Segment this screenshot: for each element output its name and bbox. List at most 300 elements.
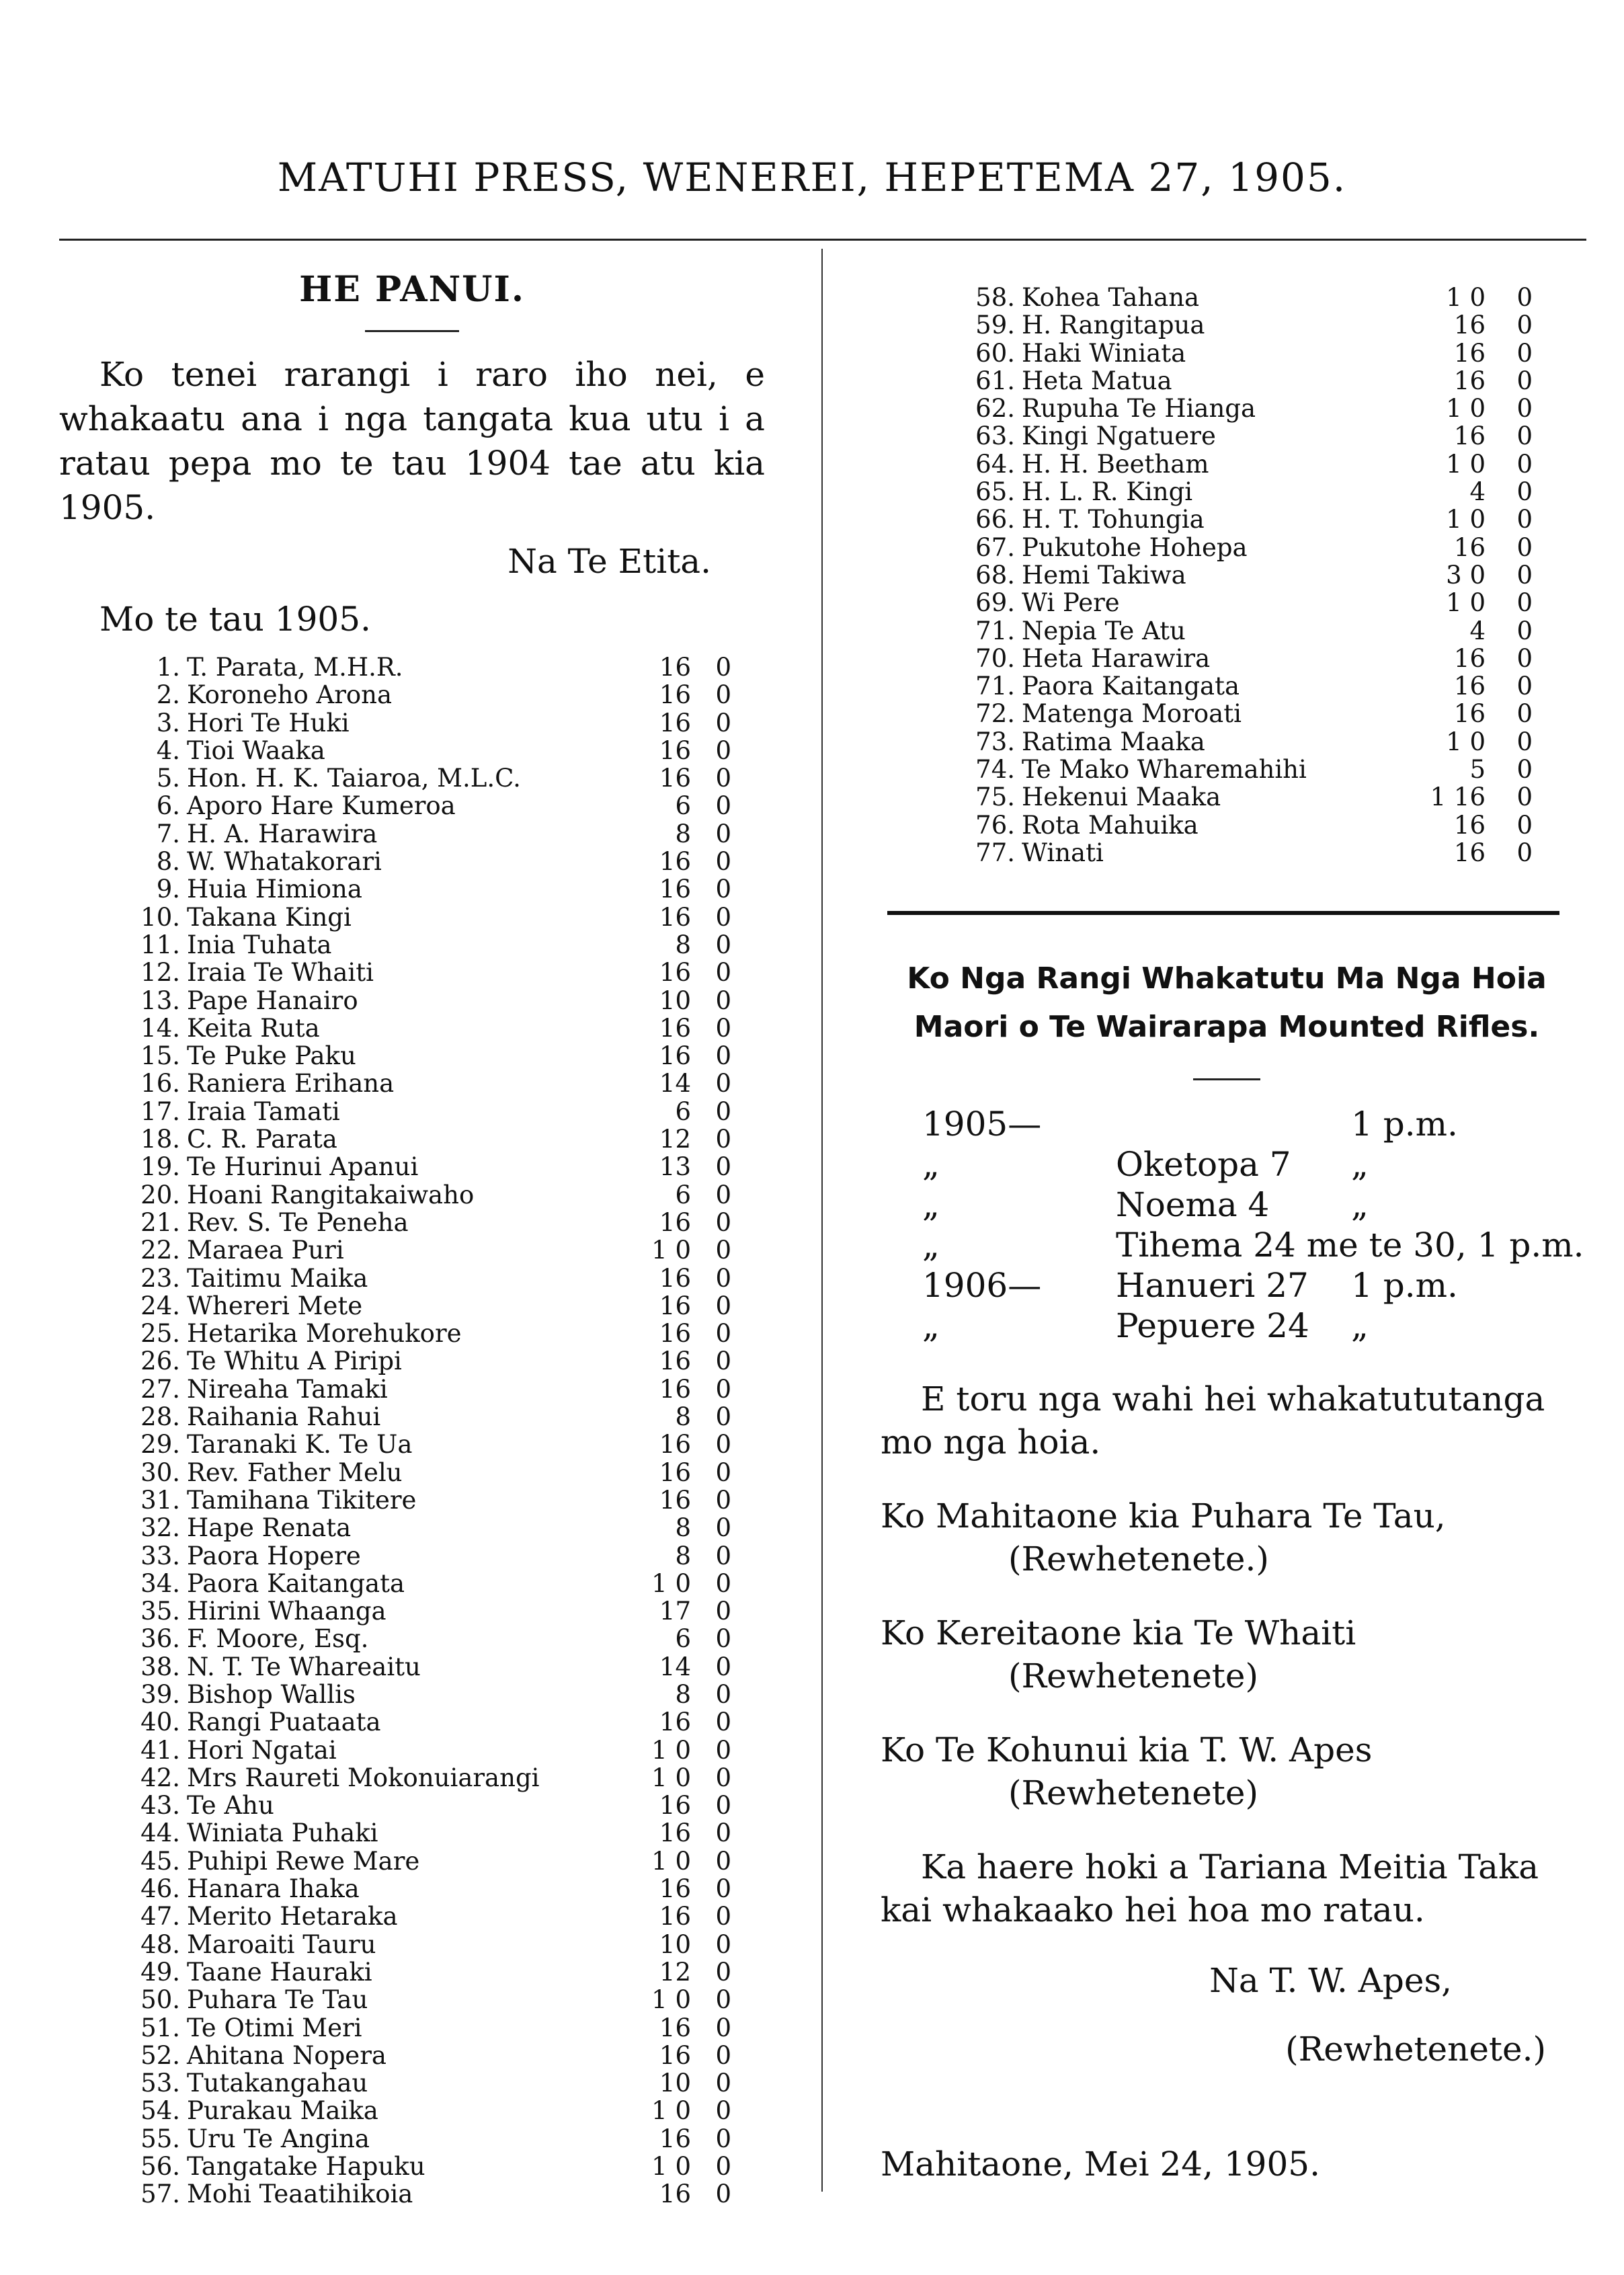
subscriber-row: [59, 2042, 765, 2069]
subscriber-pence: 0: [1516, 283, 1533, 312]
subscriber-pence: 0: [715, 1708, 731, 1737]
subscriber-shillings: 14: [659, 1069, 691, 1099]
subscriber-pence: 0: [715, 1763, 731, 1792]
subscriber-row: [874, 728, 1566, 756]
subscriber-row: [59, 987, 765, 1014]
subscriber-name: H. L. R. Kingi: [1022, 477, 1193, 507]
subscriber-number: 8.: [156, 847, 180, 877]
subscriber-number: 73.: [975, 727, 1015, 756]
subscriber-name: Maroaiti Tauru: [187, 1929, 376, 1959]
subscriber-row: [59, 904, 765, 931]
subscriber-shillings: 14: [659, 1652, 691, 1681]
subscriber-number: 24.: [140, 1291, 180, 1320]
subscriber-shillings: 16: [659, 653, 691, 682]
subscriber-name: Te Hurinui Apanui: [187, 1152, 419, 1182]
schedule-row: [881, 1226, 1584, 1266]
schedule-cell: 1 p.m.: [1351, 1105, 1458, 1144]
subscriber-shillings: 16: [1453, 311, 1486, 340]
schedule-cell: „: [1351, 1306, 1369, 1345]
subscriber-row: [59, 1070, 765, 1097]
title-rule: [365, 330, 459, 332]
subscriber-pence: 0: [1516, 505, 1533, 534]
subscriber-name: Maraea Puri: [187, 1236, 344, 1265]
subscriber-row: [874, 589, 1566, 616]
subscriber-name: Iraia Te Whaiti: [187, 958, 374, 988]
subscriber-name: Nireaha Tamaki: [187, 1374, 388, 1404]
subscriber-shillings: 16: [1453, 838, 1486, 867]
subscriber-number: 38.: [140, 1652, 180, 1681]
subscriber-row: [874, 340, 1566, 367]
subscriber-row: [59, 2069, 765, 2097]
subscriber-shillings: 16: [659, 680, 691, 710]
subscriber-row: [59, 1597, 765, 1625]
subscriber-row: [59, 1431, 765, 1458]
subscriber-pence: 0: [715, 1180, 731, 1209]
subscriber-number: 67.: [975, 532, 1015, 562]
subscriber-name: Hoani Rangitakaiwaho: [187, 1180, 475, 1209]
subscriber-name: Hape Renata: [187, 1513, 352, 1543]
subscriber-name: Whereri Mete: [187, 1291, 363, 1320]
schedule-cell: „: [922, 1145, 940, 1184]
meetings-signature: Na T. W. Apes,: [1209, 1961, 1452, 2000]
subscriber-shillings: 16: [659, 1291, 691, 1320]
subscriber-row: [874, 395, 1566, 422]
subscriber-row: [874, 478, 1566, 506]
subscriber-shillings: 16: [659, 2040, 691, 2070]
subscriber-name: Te Puke Paku: [187, 1041, 356, 1071]
meetings-section: [881, 955, 1584, 2069]
subscriber-number: 52.: [140, 2040, 180, 2070]
subscriber-pence: 0: [715, 2013, 731, 2042]
subscriber-number: 22.: [140, 1236, 180, 1265]
subscriber-row: [59, 1181, 765, 1209]
subscriber-name: Wi Pere: [1022, 588, 1120, 618]
subscriber-number: 54.: [140, 2096, 180, 2126]
subscriber-name: Paora Kaitangata: [1022, 672, 1240, 701]
subscriber-name: Iraia Tamati: [187, 1096, 340, 1126]
subscriber-number: 46.: [140, 1874, 180, 1904]
subscriber-shillings: 1 16: [1430, 783, 1486, 812]
subscriber-name: H. Rangitapua: [1022, 311, 1205, 340]
subscriber-row: [59, 1265, 765, 1292]
subscriber-row: [59, 1903, 765, 1930]
subscriber-shillings: 16: [659, 708, 691, 737]
subscriber-row: [59, 1375, 765, 1403]
subscriber-row: [59, 1042, 765, 1070]
subscriber-number: 76.: [975, 810, 1015, 840]
subscriber-pence: 0: [715, 2040, 731, 2070]
subscriber-pence: 0: [715, 1985, 731, 2015]
subscriber-name: Tamihana Tikitere: [187, 1485, 417, 1515]
subscriber-number: 34.: [140, 1568, 180, 1598]
subscriber-name: Nepia Te Atu: [1022, 616, 1186, 645]
subscriber-name: C. R. Parata: [187, 1125, 337, 1154]
subscriber-row: [59, 820, 765, 848]
subscriber-row: [874, 284, 1566, 311]
subscriber-number: 71.: [975, 672, 1015, 701]
subscriber-name: Rev. S. Te Peneha: [187, 1207, 409, 1237]
subscriber-shillings: 13: [659, 1152, 691, 1182]
subscriber-name: Te Whitu A Piripi: [187, 1347, 402, 1376]
subscriber-pence: 0: [715, 708, 731, 737]
subscriber-name: Hekenui Maaka: [1022, 783, 1221, 812]
subscriber-pence: 0: [715, 1236, 731, 1265]
subscriber-shillings: 1 0: [651, 2152, 691, 2182]
subscriber-number: 18.: [140, 1125, 180, 1154]
subscriber-shillings: 8: [675, 1402, 691, 1432]
subscriber-name: Rupuha Te Hianga: [1022, 394, 1256, 424]
subscriber-number: 57.: [140, 2180, 180, 2209]
subscriber-pence: 0: [715, 1568, 731, 1598]
subscriber-shillings: 16: [1453, 810, 1486, 840]
subscriber-name: Tioi Waaka: [187, 735, 325, 765]
subscriber-row: [59, 1625, 765, 1652]
subscriber-row: [59, 737, 765, 764]
subscriber-number: 30.: [140, 1458, 180, 1487]
subscriber-pence: 0: [715, 1735, 731, 1765]
subscriber-name: Kohea Tahana: [1022, 283, 1200, 312]
schedule-row: [881, 1306, 1573, 1347]
subscriber-pence: 0: [1516, 783, 1533, 812]
subscriber-pence: 0: [715, 1679, 731, 1709]
subscriber-number: 53.: [140, 2069, 180, 2098]
subscriber-row: [59, 1347, 765, 1375]
subscriber-name: Paora Hopere: [187, 1541, 361, 1570]
subscriber-number: 28.: [140, 1402, 180, 1432]
subscriber-shillings: 16: [1453, 422, 1486, 451]
meetings-para-3: Ko Kereitaone kia Te Whaiti (Rewhetenete): [881, 1613, 1356, 1695]
subscriber-shillings: 4: [1469, 616, 1486, 645]
subscriber-pence: 0: [715, 1207, 731, 1237]
subscriber-row: [59, 959, 765, 986]
subscriber-name: Keita Ruta: [187, 1013, 320, 1043]
subscriber-name: H. A. Harawira: [187, 819, 378, 848]
subscriber-name: Hetarika Morehukore: [187, 1319, 462, 1349]
subscriber-pence: 0: [1516, 422, 1533, 451]
subscriber-number: 31.: [140, 1485, 180, 1515]
subscriber-pence: 0: [715, 1041, 731, 1071]
subscriber-pence: 0: [715, 1013, 731, 1043]
subscriber-shillings: 10: [659, 1929, 691, 1959]
subscriber-pence: 0: [715, 1513, 731, 1543]
subscriber-number: 35.: [140, 1597, 180, 1626]
subscriber-name: Pukutohe Hohepa: [1022, 532, 1248, 562]
subscriber-row: [59, 1681, 765, 1708]
subscriber-row: [59, 1708, 765, 1736]
subscriber-name: Huia Himiona: [187, 875, 362, 904]
subscriber-name: Uru Te Angina: [187, 2124, 370, 2153]
schedule-cell: 1 p.m.: [1351, 1266, 1458, 1305]
subscriber-shillings: 8: [675, 930, 691, 959]
subscriber-row: [59, 931, 765, 959]
subscriber-row: [59, 1514, 765, 1542]
year-heading: Mo te tau 1905.: [99, 600, 371, 639]
subscriber-number: 6.: [156, 791, 180, 821]
subscriber-shillings: 8: [675, 1541, 691, 1570]
subscriber-number: 3.: [156, 708, 180, 737]
subscriber-name: Tutakangahau: [187, 2069, 368, 2098]
schedule-row: [881, 1145, 1573, 1185]
subscriber-name: H. T. Tohungia: [1022, 505, 1205, 534]
subscriber-pence: 0: [1516, 616, 1533, 645]
subscriber-row: [874, 839, 1566, 867]
subscriber-shillings: 1 0: [1446, 727, 1486, 756]
subscriber-name: Te Ahu: [187, 1791, 274, 1821]
subscriber-shillings: 16: [659, 735, 691, 765]
subscriber-shillings: 16: [659, 1347, 691, 1376]
subscriber-row: [874, 506, 1566, 533]
subscriber-shillings: 1 0: [651, 1735, 691, 1765]
subscriber-name: Puhipi Rewe Mare: [187, 1846, 420, 1876]
subscriber-number: 45.: [140, 1846, 180, 1876]
subscriber-number: 77.: [975, 838, 1015, 867]
schedule-cell: „: [922, 1185, 940, 1224]
subscriber-number: 60.: [975, 338, 1015, 368]
subscriber-row: [874, 561, 1566, 589]
subscriber-row: [874, 450, 1566, 478]
section-rule: [887, 911, 1559, 915]
schedule-cell: Hanueri 27: [1116, 1266, 1309, 1305]
subscriber-name: Inia Tuhata: [187, 930, 332, 959]
subscriber-pence: 0: [715, 764, 731, 793]
subscriber-number: 39.: [140, 1679, 180, 1709]
meetings-title-line-2: Maori o Te Wairarapa Mounted Rifles.: [914, 1010, 1540, 1044]
subscriber-row: [59, 1014, 765, 1042]
left-column: [59, 269, 765, 2208]
subscriber-number: 36.: [140, 1624, 180, 1654]
subscriber-pence: 0: [715, 791, 731, 821]
subscriber-pence: 0: [1516, 366, 1533, 395]
subscriber-row: [59, 1236, 765, 1264]
subscriber-shillings: 6: [675, 1624, 691, 1654]
subscriber-row: [59, 653, 765, 681]
subscriber-pence: 0: [715, 1597, 731, 1626]
meetings-para-1: E toru nga wahi hei whakatututanga mo nga hoia.: [881, 1380, 1545, 1462]
subscriber-pence: 0: [715, 1624, 731, 1654]
subscriber-name: Pape Hanairo: [187, 986, 358, 1015]
subscriber-name: Raihania Rahui: [187, 1402, 381, 1432]
subscriber-name: Kingi Ngatuere: [1022, 422, 1216, 451]
subscriber-row: [874, 311, 1566, 339]
subscriber-pence: 0: [1516, 838, 1533, 867]
subscriber-row: [59, 1320, 765, 1347]
subscriber-number: 33.: [140, 1541, 180, 1570]
subscriber-number: 72.: [975, 699, 1015, 729]
subscriber-row: [59, 1486, 765, 1514]
subscriber-name: Te Mako Wharemahihi: [1022, 755, 1307, 785]
subscriber-number: 51.: [140, 2013, 180, 2042]
subscriber-shillings: 16: [659, 875, 691, 904]
subscriber-row: [59, 709, 765, 737]
subscriber-shillings: 16: [659, 847, 691, 877]
subscriber-number: 74.: [975, 755, 1015, 785]
subscriber-number: 47.: [140, 1902, 180, 1931]
subscriber-pence: 0: [715, 986, 731, 1015]
subscriber-pence: 0: [715, 1458, 731, 1487]
subscriber-row: [59, 792, 765, 820]
notice-signature: Na Te Etita.: [508, 542, 711, 581]
subscriber-row: [59, 681, 765, 709]
subscriber-pence: 0: [715, 1541, 731, 1570]
subscriber-pence: 0: [1516, 394, 1533, 424]
subscriber-shillings: 1 0: [651, 2096, 691, 2126]
schedule-cell: „: [922, 1306, 940, 1345]
subscriber-pence: 0: [715, 847, 731, 877]
subscriber-number: 19.: [140, 1152, 180, 1182]
meeting-schedule: [881, 1105, 1584, 1347]
subscriber-row: [59, 764, 765, 792]
subscriber-pence: 0: [715, 875, 731, 904]
subscriber-number: 25.: [140, 1319, 180, 1349]
subscriber-number: 27.: [140, 1374, 180, 1404]
subscriber-name: Te Otimi Meri: [187, 2013, 362, 2042]
subscriber-shillings: 3 0: [1446, 560, 1486, 590]
schedule-cell: Oketopa 7: [1116, 1145, 1291, 1184]
schedule-cell: Pepuere 24: [1116, 1306, 1309, 1345]
subscriber-number: 20.: [140, 1180, 180, 1209]
subscriber-number: 14.: [140, 1013, 180, 1043]
subscriber-number: 12.: [140, 958, 180, 988]
subscriber-shillings: 10: [659, 2069, 691, 2098]
subscriber-pence: 0: [715, 1957, 731, 1987]
subscriber-pence: 0: [1516, 588, 1533, 618]
subscriber-number: 10.: [140, 902, 180, 932]
subscriber-name: T. Parata, M.H.R.: [187, 653, 403, 682]
column-divider: [821, 249, 823, 2192]
subscriber-number: 56.: [140, 2152, 180, 2182]
subscriber-number: 2.: [156, 680, 180, 710]
subscriber-shillings: 16: [659, 1485, 691, 1515]
subscriber-row: [59, 1819, 765, 1847]
subscriber-number: 44.: [140, 1819, 180, 1848]
schedule-cell: Noema 4: [1116, 1185, 1270, 1224]
subscriber-name: Mrs Raureti Mokonuiarangi: [187, 1763, 540, 1792]
subscriber-shillings: 16: [659, 958, 691, 988]
subscriber-name: Takana Kingi: [187, 902, 352, 932]
subscriber-shillings: 16: [659, 1458, 691, 1487]
subscriber-pence: 0: [715, 2069, 731, 2098]
subscriber-row: [59, 1459, 765, 1486]
subscriber-name: Hori Te Huki: [187, 708, 350, 737]
schedule-cell: „: [1351, 1145, 1369, 1184]
subscriber-number: 61.: [975, 366, 1015, 395]
subscriber-shillings: 16: [659, 902, 691, 932]
subscriber-pence: 0: [715, 735, 731, 765]
subscriber-number: 5.: [156, 764, 180, 793]
subscriber-shillings: 1 0: [1446, 394, 1486, 424]
subscriber-name: Taane Hauraki: [187, 1957, 372, 1987]
subscriber-row: [874, 783, 1566, 811]
subscriber-shillings: 1 0: [651, 1236, 691, 1265]
subscriber-pence: 0: [715, 958, 731, 988]
subscriber-pence: 0: [715, 2124, 731, 2153]
subscriber-shillings: 8: [675, 1679, 691, 1709]
subscriber-shillings: 16: [659, 1430, 691, 1460]
subscriber-row: [59, 1570, 765, 1597]
subscriber-shillings: 1 0: [651, 1568, 691, 1598]
subscriber-pence: 0: [1516, 755, 1533, 785]
subscriber-number: 64.: [975, 449, 1015, 479]
right-column: [874, 284, 1566, 867]
subscriber-shillings: 4: [1469, 477, 1486, 507]
subscriber-row: [59, 1403, 765, 1431]
subscriber-name: Aporo Hare Kumeroa: [187, 791, 456, 821]
schedule-row: [881, 1266, 1573, 1306]
subscriber-pence: 0: [715, 902, 731, 932]
subscriber-pence: 0: [715, 1374, 731, 1404]
subscriber-pence: 0: [715, 1096, 731, 1126]
subscriber-row: [59, 1931, 765, 1958]
subscriber-shillings: 8: [675, 1513, 691, 1543]
subscriber-name: F. Moore, Esq.: [187, 1624, 369, 1654]
subscriber-shillings: 1 0: [1446, 505, 1486, 534]
subscriber-number: 66.: [975, 505, 1015, 534]
subscriber-pence: 0: [715, 2096, 731, 2126]
subscriber-pence: 0: [715, 1846, 731, 1876]
subscriber-number: 62.: [975, 394, 1015, 424]
meetings-rule: [1193, 1078, 1260, 1080]
subscriber-shillings: 1 0: [651, 1763, 691, 1792]
subscriber-number: 26.: [140, 1347, 180, 1376]
subscriber-name: Bishop Wallis: [187, 1679, 356, 1709]
subscriber-number: 16.: [140, 1069, 180, 1099]
meetings-para-5: Ka haere hoki a Tariana Meitia Taka kai whakaako hei hoa mo ratau.: [881, 1847, 1539, 1929]
masthead-rule: [59, 239, 1586, 241]
subscriber-number: 50.: [140, 1985, 180, 2015]
subscriber-name: Purakau Maika: [187, 2096, 378, 2126]
subscriber-shillings: 12: [659, 1957, 691, 1987]
dateline: Mahitaone, Mei 24, 1905.: [881, 2145, 1321, 2184]
subscriber-name: Tangatake Hapuku: [187, 2152, 425, 2182]
subscriber-shillings: 16: [1453, 532, 1486, 562]
subscriber-row: [59, 1737, 765, 1764]
subscriber-name: Paora Kaitangata: [187, 1568, 405, 1598]
subscriber-shillings: 16: [659, 1874, 691, 1904]
subscriber-name: Raniera Erihana: [187, 1069, 395, 1099]
subscriber-number: 48.: [140, 1929, 180, 1959]
subscriber-shillings: 16: [659, 1319, 691, 1349]
subscriber-pence: 0: [715, 819, 731, 848]
subscriber-pence: 0: [715, 1263, 731, 1293]
subscriber-number: 13.: [140, 986, 180, 1015]
subscriber-name: Hanara Ihaka: [187, 1874, 360, 1904]
subscriber-shillings: 16: [1453, 338, 1486, 368]
subscriber-number: 4.: [156, 735, 180, 765]
subscriber-shillings: 16: [659, 2013, 691, 2042]
subscriber-shillings: 10: [659, 986, 691, 1015]
subscriber-number: 70.: [975, 643, 1015, 673]
subscriber-name: Ratima Maaka: [1022, 727, 1205, 756]
subscriber-pence: 0: [715, 1791, 731, 1821]
subscriber-name: Puhara Te Tau: [187, 1985, 368, 2015]
subscriber-pence: 0: [715, 1125, 731, 1154]
subscriber-number: 29.: [140, 1430, 180, 1460]
subscriber-number: 9.: [156, 875, 180, 904]
subscriber-shillings: 16: [659, 1708, 691, 1737]
notice-title: HE PANUI.: [299, 269, 525, 310]
subscriber-name: Taranaki K. Te Ua: [187, 1430, 413, 1460]
subscriber-list-left: [59, 653, 765, 2208]
subscriber-pence: 0: [1516, 643, 1533, 673]
subscriber-shillings: 16: [659, 2180, 691, 2209]
subscriber-row: [59, 2180, 765, 2208]
subscriber-shillings: 1 0: [651, 1985, 691, 2015]
subscriber-shillings: 5: [1469, 755, 1486, 785]
subscriber-pence: 0: [715, 1347, 731, 1376]
subscriber-shillings: 16: [659, 1207, 691, 1237]
schedule-cell: 1906—: [922, 1266, 1042, 1305]
subscriber-number: 15.: [140, 1041, 180, 1071]
